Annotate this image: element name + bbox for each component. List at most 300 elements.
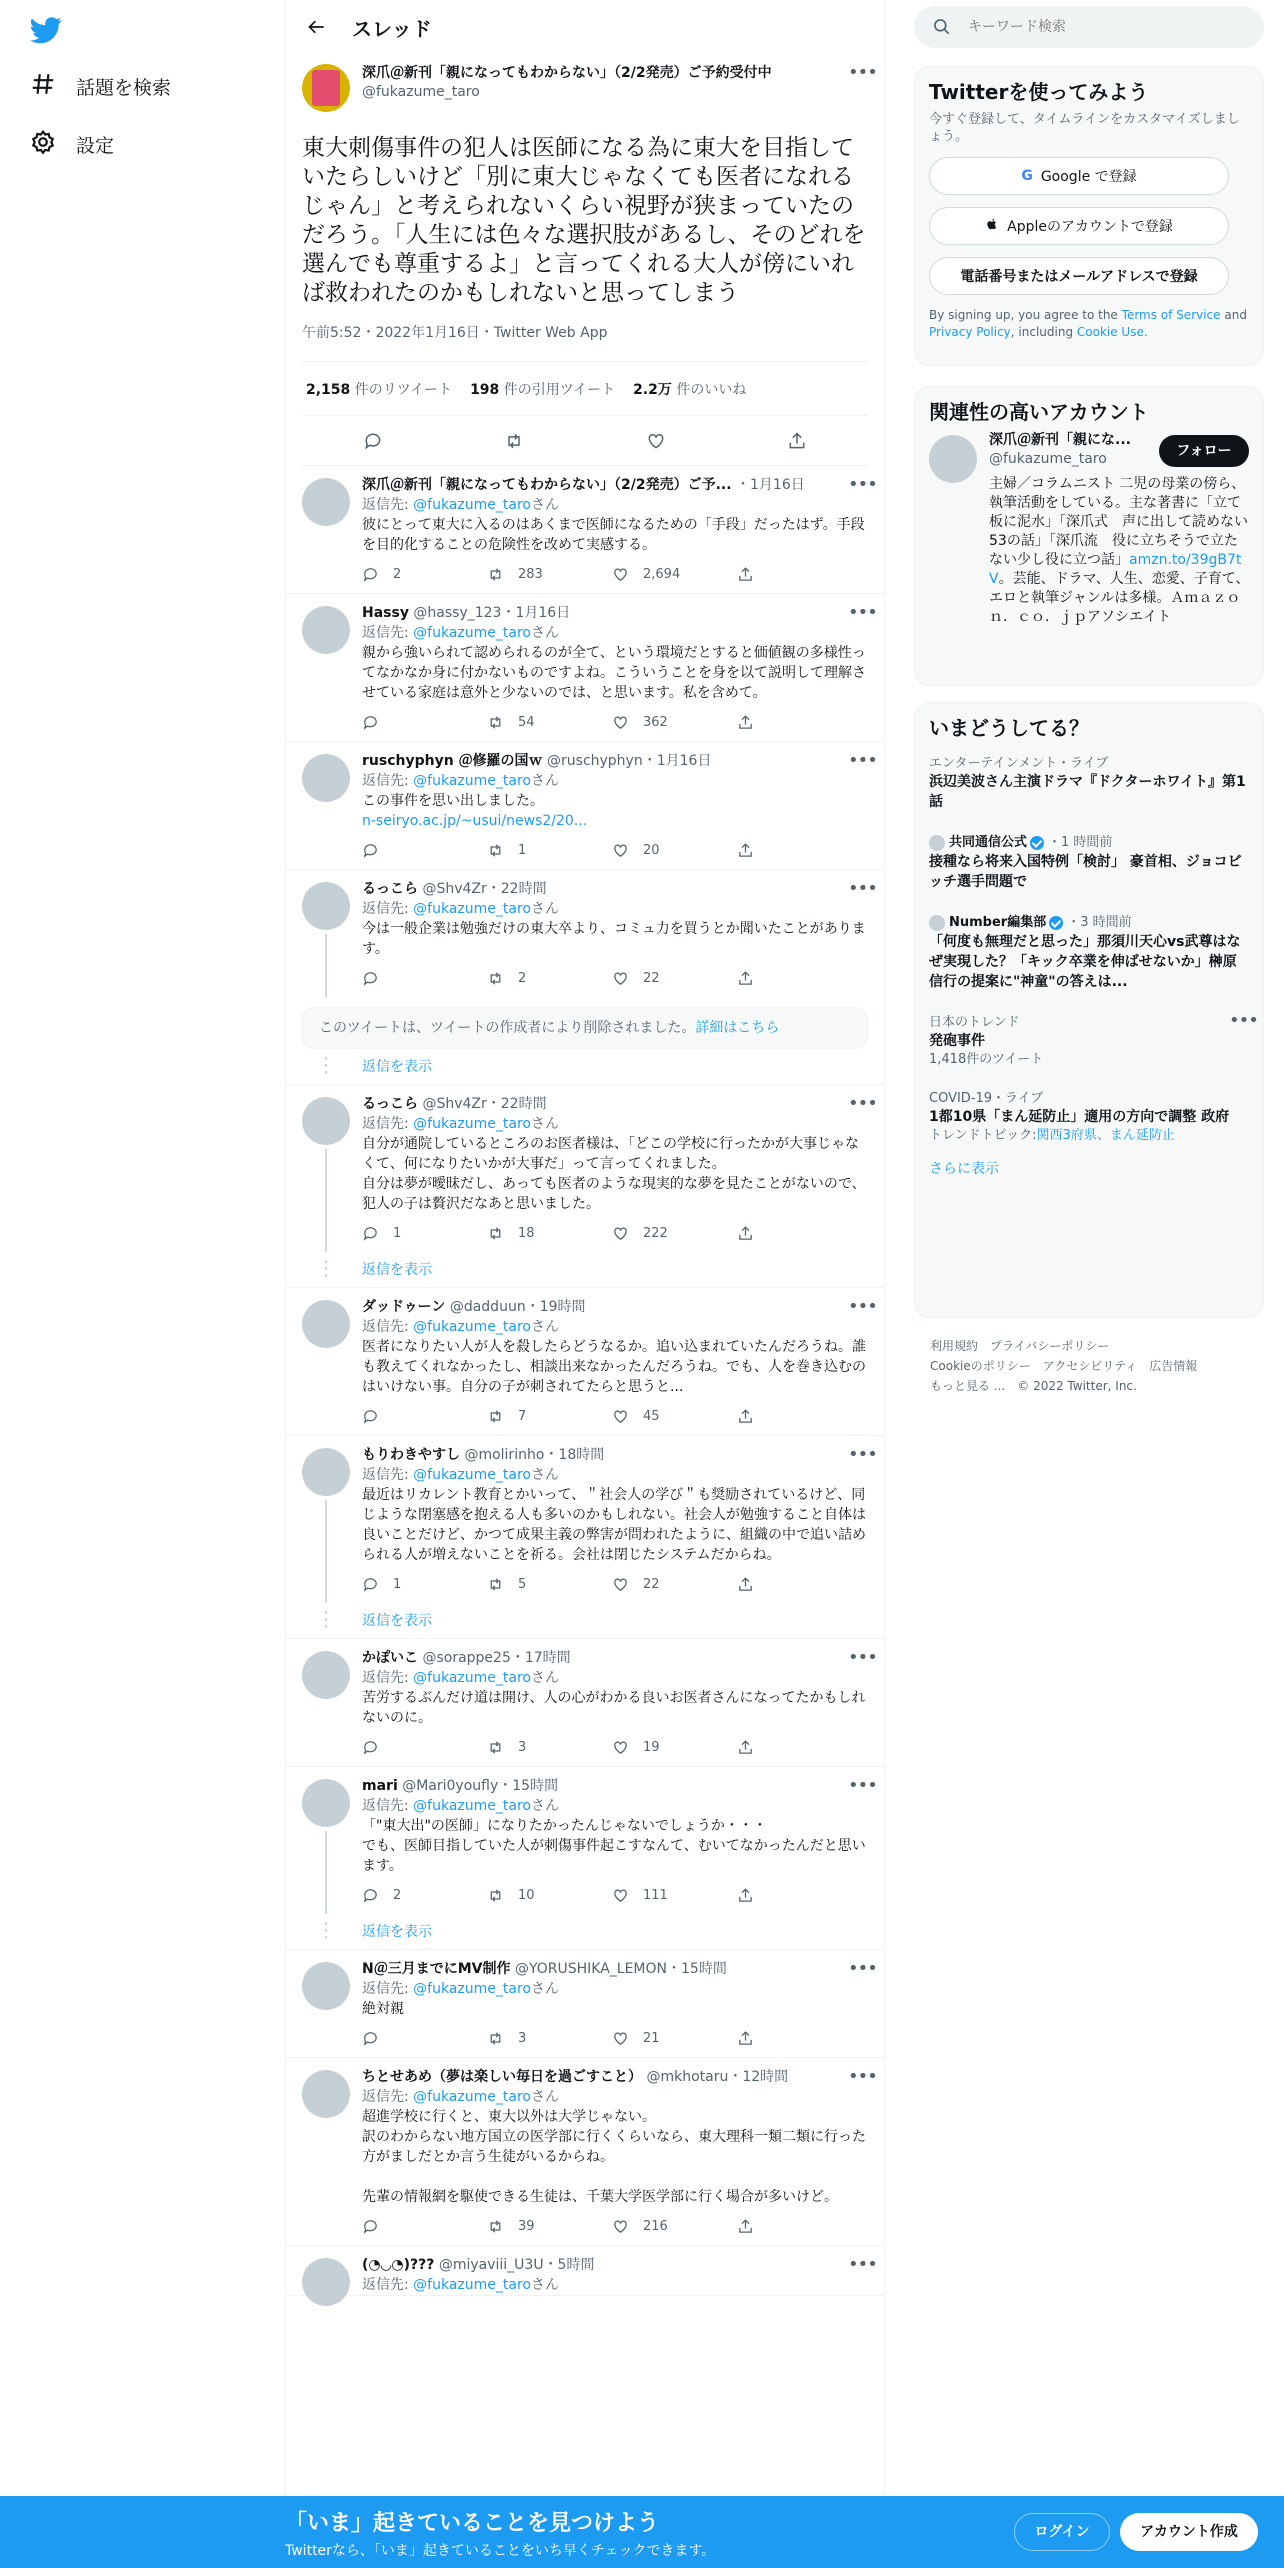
like-count: 22 <box>643 970 660 986</box>
reply-text-body: この事件を思い出しました。 <box>362 793 544 809</box>
reply-tweet[interactable] <box>286 1288 884 1436</box>
share-icon <box>737 566 754 583</box>
like-count: 2,694 <box>643 566 681 582</box>
avatar[interactable] <box>929 435 977 483</box>
reply-text <box>362 515 868 555</box>
thread-dots <box>325 1260 327 1280</box>
reply-actions <box>362 703 868 741</box>
like-button[interactable] <box>612 1739 737 1756</box>
nav-settings[interactable] <box>30 122 114 166</box>
reply-time[interactable]: ・12時間 <box>728 2069 789 2085</box>
retweet-count: 7 <box>518 1408 527 1424</box>
privacy-link[interactable]: Privacy Policy <box>929 325 1011 339</box>
retweets-stat[interactable]: 2,158 件のリツイート <box>306 381 453 398</box>
reply-text <box>362 1485 868 1565</box>
retweet-icon[interactable] <box>504 431 524 451</box>
reply-button[interactable] <box>362 2030 487 2047</box>
avatar[interactable] <box>302 606 350 654</box>
footer-cookie-link[interactable]: Cookieのポリシー <box>930 1359 1031 1373</box>
more-options-icon[interactable]: ••• <box>848 1647 877 1668</box>
retweet-count: 5 <box>518 1576 527 1592</box>
share-icon <box>737 2218 754 2235</box>
reply-icon <box>362 2218 379 2235</box>
heart-icon <box>612 2218 629 2235</box>
like-button[interactable] <box>612 1408 737 1425</box>
retweet-button[interactable] <box>487 842 612 859</box>
show-replies-link[interactable] <box>286 1049 884 1085</box>
related-name[interactable]: 深爪＠新刊「親にな... <box>989 432 1131 448</box>
share-button[interactable] <box>737 1887 862 1904</box>
trend-time: ・3 時間前 <box>1067 915 1132 930</box>
reply-author-handle[interactable]: @ruschyphyn <box>547 753 643 769</box>
nav-explore[interactable] <box>30 64 171 108</box>
show-replies-label: 返信を表示 <box>362 1613 432 1629</box>
reply-button[interactable] <box>362 1739 487 1756</box>
google-signup-button[interactable] <box>929 157 1229 195</box>
reply-author-handle[interactable]: @Mari0youfly <box>402 1778 499 1794</box>
trend-source: Number編集部 <box>949 915 1047 930</box>
show-replies-label: 返信を表示 <box>362 1924 432 1940</box>
trend-item[interactable] <box>929 749 1249 818</box>
trend-item[interactable] <box>929 1008 1258 1074</box>
reply-tweet[interactable] <box>286 1085 884 1252</box>
reply-tweet[interactable] <box>286 1436 884 1603</box>
reply-text <box>362 919 868 959</box>
reply-to-line <box>362 623 868 643</box>
retweet-icon <box>487 714 504 731</box>
reply-user-line <box>362 2256 832 2275</box>
more-options-icon[interactable]: ••• <box>848 602 877 623</box>
reply-tweet[interactable] <box>286 1950 884 2058</box>
likes-stat[interactable]: 2.2万 件のいいね <box>633 381 747 398</box>
reply-tweet[interactable] <box>286 742 884 870</box>
share-icon <box>737 2030 754 2047</box>
reply-to-line <box>362 2087 868 2107</box>
retweet-count: 39 <box>518 2218 535 2234</box>
reply-author-name[interactable]: ダッドゥーン <box>362 1299 446 1315</box>
reply-author-handle[interactable]: @molirinho <box>464 1447 545 1463</box>
retweet-button[interactable] <box>487 1576 612 1593</box>
retweet-button[interactable] <box>487 2218 612 2235</box>
more-options-icon[interactable]: ••• <box>848 750 877 771</box>
related-bio-link[interactable]: amzn.to/39gB7tV <box>989 552 1242 587</box>
reply-to-suffix: さん <box>530 1116 559 1132</box>
reply-to-suffix: さん <box>530 1467 559 1483</box>
share-button[interactable] <box>737 1739 862 1756</box>
more-options-icon[interactable]: ••• <box>848 2254 877 2275</box>
avatar[interactable] <box>302 1651 350 1699</box>
reply-to-line <box>362 1317 868 1337</box>
share-icon <box>737 1739 754 1756</box>
thread-dots <box>325 1922 327 1942</box>
reply-count: 1 <box>393 1225 402 1241</box>
reply-to-label: 返信先: <box>362 1981 409 1997</box>
reply-tweet[interactable] <box>286 2246 884 2296</box>
reply-to-line <box>362 1668 868 1688</box>
share-icon <box>737 1576 754 1593</box>
reply-icon <box>362 1576 379 1593</box>
reply-to-handle-link[interactable]: @fukazume_taro <box>413 1670 531 1686</box>
show-replies-link[interactable] <box>286 1252 884 1288</box>
avatar[interactable] <box>302 1779 350 1827</box>
reply-time[interactable]: ・22時間 <box>486 881 547 897</box>
quotes-stat[interactable]: 198 件の引用ツイート <box>470 381 616 398</box>
reply-to-handle-link[interactable]: @fukazume_taro <box>413 2089 531 2105</box>
main-tweet-actions <box>302 416 868 466</box>
footer-terms-link[interactable]: 利用規約 <box>930 1339 979 1353</box>
avatar[interactable] <box>302 1300 350 1348</box>
back-arrow-icon[interactable] <box>302 12 332 42</box>
retweet-button[interactable] <box>487 1225 612 1242</box>
signup-title: Twitterを使ってみよう <box>929 80 1149 104</box>
share-button[interactable] <box>737 566 862 583</box>
share-button[interactable] <box>737 2030 862 2047</box>
reply-author-handle[interactable]: @Shv4Zr <box>422 1096 487 1112</box>
left-sidebar <box>0 0 285 2568</box>
reply-button[interactable] <box>362 1408 487 1425</box>
share-icon <box>737 842 754 859</box>
reply-icon <box>362 1225 379 1242</box>
retweet-button[interactable] <box>487 1887 612 1904</box>
reply-link[interactable]: n-seiryo.ac.jp/~usui/news2/20... <box>362 813 588 829</box>
related-bio-text: 主婦／コラムニスト 二児の母業の傍ら、執筆活動をしている。主な著書に「立て板に泥水」「深爪式 声に出して読めない53の話」「深爪流 役に立ちそうで立たない少し役に立つ話」 <box>989 476 1248 568</box>
phone-signup-button[interactable] <box>929 257 1229 295</box>
avatar[interactable] <box>302 1962 350 2010</box>
reply-time[interactable]: ・19時間 <box>525 1299 586 1315</box>
retweet-icon <box>487 1225 504 1242</box>
reply-author-name[interactable]: N＠三月までにMV制作 <box>362 1961 511 1977</box>
heart-icon[interactable] <box>646 431 666 451</box>
reply-author-handle[interactable]: @Shv4Zr <box>422 881 487 897</box>
thread-dots <box>325 1611 327 1631</box>
more-options-icon[interactable]: ••• <box>848 1296 877 1317</box>
tos-link[interactable]: Terms of Service <box>1121 308 1221 322</box>
more-options-icon[interactable]: ••• <box>848 474 877 495</box>
footer-ads-link[interactable]: 広告情報 <box>1149 1359 1198 1373</box>
retweet-button[interactable] <box>487 2030 612 2047</box>
reply-to-handle-link[interactable]: @fukazume_taro <box>413 2277 531 2293</box>
retweet-count: 54 <box>518 714 535 730</box>
deleted-details-link[interactable]: 詳細はこちら <box>695 1020 780 1036</box>
reply-to-suffix: さん <box>530 1319 559 1335</box>
reply-to-label: 返信先: <box>362 901 409 917</box>
reply-text-body: 彼にとって東大に入るのはあくまで医師になるための「手段」だったはず。手段を目的化することの危険性を改めて実感する。 <box>362 517 865 553</box>
trend-category: エンターテインメント・ライブ <box>929 756 1109 771</box>
reply-time[interactable]: ・15時間 <box>667 1961 727 1977</box>
show-replies-link[interactable] <box>286 1914 884 1950</box>
reply-to-label: 返信先: <box>362 1116 409 1132</box>
footer-privacy-link[interactable]: プライバシーポリシー <box>990 1339 1110 1353</box>
reply-to-line <box>362 771 868 791</box>
share-icon <box>737 970 754 987</box>
more-options-icon[interactable]: ••• <box>848 62 877 83</box>
reply-text <box>362 1816 868 1876</box>
reply-user-line <box>362 2068 832 2087</box>
reply-button[interactable] <box>362 970 487 987</box>
footer-accessibility-link[interactable]: アクセシビリティ <box>1042 1359 1138 1373</box>
reply-actions <box>362 1214 868 1252</box>
trend-item[interactable] <box>929 1084 1249 1150</box>
reply-to-handle-link[interactable]: @fukazume_taro <box>413 497 531 513</box>
more-options-icon[interactable]: ••• <box>848 878 877 899</box>
trend-item[interactable] <box>929 908 1249 998</box>
reply-button[interactable] <box>362 842 487 859</box>
heart-icon <box>612 1225 629 1242</box>
reply-tweet[interactable] <box>286 466 884 594</box>
retweet-count: 18 <box>518 1225 535 1241</box>
heart-icon <box>612 1739 629 1756</box>
reply-to-handle-link[interactable]: @fukazume_taro <box>413 1467 531 1483</box>
avatar[interactable] <box>302 882 350 930</box>
reply-time[interactable]: ・5時間 <box>543 2257 595 2273</box>
reply-author-name[interactable]: もりわきやすし <box>362 1447 460 1463</box>
reply-author-handle[interactable]: @sorappe25 <box>422 1650 511 1666</box>
reply-actions <box>362 959 868 997</box>
share-button[interactable] <box>737 714 862 731</box>
avatar[interactable] <box>302 478 350 526</box>
share-button[interactable] <box>737 2218 862 2235</box>
reply-to-suffix: さん <box>530 2277 559 2293</box>
like-button[interactable] <box>612 714 737 731</box>
trend-category: 日本のトレンド <box>929 1015 1020 1030</box>
reply-author-handle[interactable]: @YORUSHIKA_LEMON <box>514 1961 667 1977</box>
reply-to-handle-link[interactable]: @fukazume_taro <box>413 1319 531 1335</box>
share-icon <box>737 714 754 731</box>
show-more-trends-link[interactable]: さらに表示 <box>929 1161 999 1177</box>
signup-button[interactable]: アカウント作成 <box>1120 2513 1258 2551</box>
avatar[interactable] <box>302 1097 350 1145</box>
reply-to-handle-link[interactable]: @fukazume_taro <box>413 773 531 789</box>
like-button[interactable] <box>612 1887 737 1904</box>
share-icon[interactable] <box>787 431 807 451</box>
legal-text-3: , including <box>1010 325 1074 339</box>
reply-text <box>362 2107 868 2207</box>
reply-to-label: 返信先: <box>362 625 409 641</box>
share-button[interactable] <box>737 970 862 987</box>
trend-category: COVID-19・ライブ <box>929 1091 1044 1106</box>
reply-text-body: 超進学校に行くと、東大以外は大学じゃない。 訳のわからない地方国立の医学部に行くくらいなら、東大理科一類二類に行った方がましだとか言う生徒がいるからね。 先輩の情報網を駆使できる生徒は、千葉大学医学部に行く場合が多いけど。 <box>362 2109 866 2205</box>
reply-time[interactable]: ・18時間 <box>544 1447 605 1463</box>
reply-text <box>362 1999 868 2019</box>
reply-button[interactable] <box>362 566 487 583</box>
reply-icon[interactable] <box>363 431 383 451</box>
like-button[interactable] <box>612 1225 737 1242</box>
reply-to-line <box>362 495 868 515</box>
reply-to-line <box>362 1114 868 1134</box>
trend-item[interactable] <box>929 828 1249 898</box>
like-button[interactable] <box>612 2030 737 2047</box>
more-options-icon[interactable]: ••• <box>848 1775 877 1796</box>
reply-tweet[interactable] <box>286 2058 884 2246</box>
reply-author-name[interactable]: ちとせあめ（夢は楽しい毎日を過ごすこと） <box>362 2069 642 2085</box>
retweet-count: 2 <box>518 970 527 986</box>
like-count: 22 <box>643 1576 660 1592</box>
reply-to-line <box>362 1979 868 1999</box>
reply-to-label: 返信先: <box>362 773 409 789</box>
like-count: 19 <box>643 1739 660 1755</box>
reply-to-handle-link[interactable]: @fukazume_taro <box>413 1116 531 1132</box>
reply-to-suffix: さん <box>530 625 559 641</box>
more-options-icon[interactable]: ••• <box>848 1958 877 1979</box>
share-button[interactable] <box>737 1576 862 1593</box>
reply-author-handle[interactable]: @mkhotaru <box>646 2069 729 2085</box>
avatar[interactable] <box>302 2070 350 2118</box>
retweet-button[interactable] <box>487 1739 612 1756</box>
share-button[interactable] <box>737 1225 862 1242</box>
reply-to-label: 返信先: <box>362 1319 409 1335</box>
retweet-count: 1 <box>518 842 527 858</box>
retweet-button[interactable] <box>487 1408 612 1425</box>
reply-author-handle[interactable]: @hassy_123 <box>413 605 502 621</box>
reply-to-suffix: さん <box>530 1670 559 1686</box>
reply-author-name[interactable]: ruschyphyn ＠修羅の国ｗ <box>362 753 543 769</box>
reply-to-handle-link[interactable]: @fukazume_taro <box>413 901 531 917</box>
reply-to-line <box>362 2275 868 2295</box>
reply-tweet[interactable] <box>286 1639 884 1767</box>
reply-to-handle-link[interactable]: @fukazume_taro <box>413 1981 531 1997</box>
retweet-icon <box>487 2218 504 2235</box>
more-options-icon[interactable]: ••• <box>848 1444 877 1465</box>
like-button[interactable] <box>612 2218 737 2235</box>
reply-text <box>362 1337 868 1397</box>
verified-icon <box>1030 836 1044 850</box>
like-button[interactable] <box>612 970 737 987</box>
trend-source: 共同通信公式 <box>949 835 1028 850</box>
reply-to-handle-link[interactable]: @fukazume_taro <box>413 1798 531 1814</box>
reply-time[interactable]: ・17時間 <box>510 1650 571 1666</box>
retweet-button[interactable] <box>487 714 612 731</box>
verified-icon <box>1049 916 1063 930</box>
reply-time[interactable]: ・1月16日 <box>736 477 805 493</box>
retweet-count: 283 <box>518 566 543 582</box>
reply-author-name[interactable]: (◔◡◔)??? <box>362 2257 435 2273</box>
reply-time[interactable]: ・15時間 <box>498 1778 559 1794</box>
reply-button[interactable] <box>362 714 487 731</box>
reply-author-handle[interactable]: @miyaviii_U3U <box>438 2257 544 2273</box>
retweet-button[interactable] <box>487 970 612 987</box>
reply-text-body: 親から強いられて認められるのが全て、という環境だとすると価値観の多様性ってなかなか身に付かないものですよね。こういうことを身を以て説明して理解させている家庭は意外と少ないのでは、と思います。私を含めて。 <box>362 645 866 701</box>
trend-tweet-count: 1,418件のツイート <box>929 1052 1044 1067</box>
reply-user-line <box>362 1446 832 1465</box>
thread-line <box>325 1149 327 1252</box>
reply-author-name[interactable]: るっこら <box>362 1096 418 1112</box>
reply-author-name[interactable]: るっこら <box>362 881 418 897</box>
reply-text-body: 「"東大出"の医師」になりたかったんじゃないでしょうか・・・ でも、医師目指していた人が刺傷事件起こすなんて、むいてなかったんだと思います。 <box>362 1818 866 1874</box>
reply-author-name[interactable]: かぽいこ <box>362 1650 418 1666</box>
like-count: 216 <box>643 2218 668 2234</box>
more-options-icon[interactable]: ••• <box>848 2066 877 2087</box>
hashtag-icon <box>30 71 76 102</box>
reply-user-line <box>362 1777 832 1796</box>
like-button[interactable] <box>612 566 737 583</box>
trend-topic-link[interactable]: 関西3府県、まん延防止 <box>1036 1128 1175 1143</box>
phone-signup-label: 電話番号またはメールアドレスで登録 <box>960 269 1198 285</box>
avatar[interactable] <box>302 1448 350 1496</box>
thread-header <box>286 0 884 54</box>
main-tweet-meta[interactable]: 午前5:52・2022年1月16日・Twitter Web App <box>302 322 868 362</box>
retweet-icon <box>487 1408 504 1425</box>
retweet-count: 3 <box>518 1739 527 1755</box>
reply-actions <box>362 555 868 593</box>
footer-copyright: © 2022 Twitter, Inc. <box>1017 1379 1137 1393</box>
google-signup-label: Google で登録 <box>1040 169 1137 185</box>
reply-actions <box>362 2207 868 2245</box>
reply-author-name[interactable]: Hassy <box>362 605 409 621</box>
login-button[interactable]: ログイン <box>1014 2513 1110 2551</box>
reply-tweet[interactable] <box>286 1767 884 1914</box>
reply-to-suffix: さん <box>530 1981 559 1997</box>
footer-more-link[interactable]: もっと見る ... <box>930 1379 1006 1393</box>
heart-icon <box>612 566 629 583</box>
twitter-logo-icon[interactable] <box>30 14 70 46</box>
more-options-icon[interactable]: ••• <box>848 1093 877 1114</box>
reply-to-suffix: さん <box>530 1798 559 1814</box>
signup-card <box>914 66 1264 366</box>
trends-card <box>914 702 1264 1318</box>
deleted-tweet-notice <box>302 1007 868 1049</box>
author-name[interactable]: 深爪＠新刊「親になってもわからない」（2/2発売）ご予約受付中 <box>362 65 772 81</box>
show-replies-link[interactable] <box>286 1603 884 1639</box>
show-replies-label: 返信を表示 <box>362 1059 432 1075</box>
thread-line <box>325 1831 327 1914</box>
reply-icon <box>362 1739 379 1756</box>
reply-author-handle[interactable]: @dadduun <box>449 1299 526 1315</box>
reply-actions <box>362 1397 868 1435</box>
reply-text-body: 絶対親 <box>362 2001 404 2017</box>
reply-tweet[interactable] <box>286 594 884 742</box>
cookie-link[interactable]: Cookie Use. <box>1076 325 1148 339</box>
reply-to-handle-link[interactable]: @fukazume_taro <box>413 625 531 641</box>
share-button[interactable] <box>737 1408 862 1425</box>
reply-icon <box>362 970 379 987</box>
search-input[interactable] <box>968 19 1228 35</box>
like-count: 20 <box>643 842 660 858</box>
author-handle[interactable]: @fukazume_taro <box>362 84 480 100</box>
avatar[interactable] <box>302 64 350 112</box>
bottom-signup-bar <box>0 2496 1284 2568</box>
like-button[interactable] <box>612 1576 737 1593</box>
reply-author-name[interactable]: 深爪＠新刊「親になってもわからない」（2/2発売）ご予... <box>362 477 732 493</box>
reply-button[interactable] <box>362 1576 487 1593</box>
share-button[interactable] <box>737 842 862 859</box>
avatar[interactable] <box>302 754 350 802</box>
related-account[interactable] <box>929 425 1249 655</box>
reply-button[interactable] <box>362 2218 487 2235</box>
retweet-button[interactable] <box>487 566 612 583</box>
nav-explore-label: 話題を検索 <box>76 76 172 99</box>
reply-actions <box>362 1728 868 1766</box>
like-count: 21 <box>643 2030 660 2046</box>
reply-time[interactable]: ・1月16日 <box>642 753 712 769</box>
follow-button[interactable]: フォロー <box>1159 435 1249 467</box>
reply-author-name[interactable]: mari <box>362 1778 398 1794</box>
reply-button[interactable] <box>362 1887 487 1904</box>
search-box[interactable] <box>914 6 1264 48</box>
reply-time[interactable]: ・1月16日 <box>501 605 571 621</box>
like-button[interactable] <box>612 842 737 859</box>
avatar[interactable] <box>302 2258 350 2306</box>
reply-time[interactable]: ・22時間 <box>486 1096 547 1112</box>
heart-icon <box>612 842 629 859</box>
like-count: 111 <box>643 1887 668 1903</box>
reply-button[interactable] <box>362 1225 487 1242</box>
nav-settings-label: 設定 <box>76 134 115 157</box>
more-options-icon[interactable]: ••• <box>1229 1010 1258 1031</box>
related-handle[interactable]: @fukazume_taro <box>989 451 1107 467</box>
trend-title: 「何度も無理だと思った」那須川天心vs武尊はなぜ実現した？「キック卒業を伸ばせないか」榊原信行の提案に"神童"の答えは... <box>929 934 1241 990</box>
reply-tweet[interactable] <box>286 870 884 997</box>
apple-signup-button[interactable] <box>929 207 1229 245</box>
